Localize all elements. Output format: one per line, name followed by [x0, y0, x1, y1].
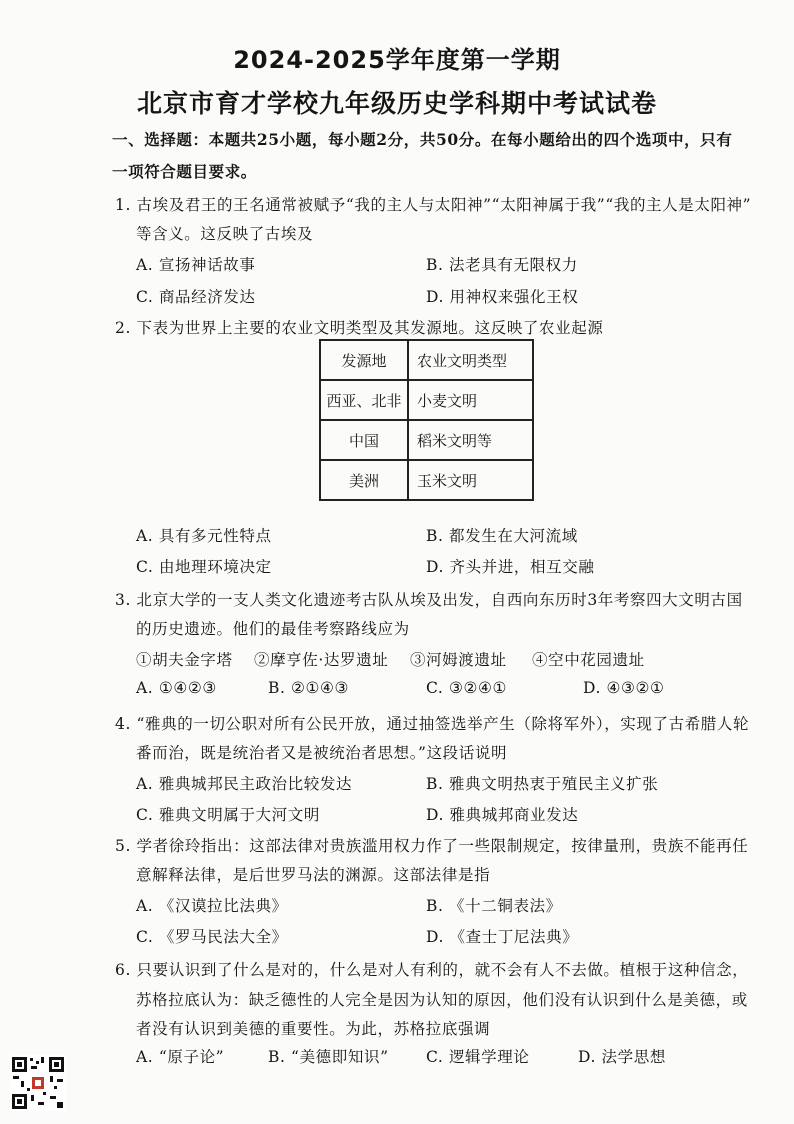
question-1-option-b: B. 法老具有无限权力 — [426, 256, 578, 274]
question-4-stem-line1: 4. “雅典的一切公职对所有公民开放，通过抽签选举产生（除将军外），实现了古希腊人轮 — [115, 715, 750, 733]
question-3-option-b: B. ②①④③ — [268, 679, 350, 697]
qr-code — [10, 1055, 66, 1111]
question-1-option-a: A. 宣扬神话故事 — [136, 256, 256, 274]
exam-school-title: 北京市育才学校九年级历史学科期中考试试卷 — [136, 89, 657, 118]
question-4-option-a: A. 雅典城邦民主政治比较发达 — [136, 775, 353, 793]
table-cell: 稻米文明等 — [408, 420, 533, 460]
question-6-option-b: B. “美德即知识” — [268, 1048, 389, 1066]
question-3-option-d: D. ④③②① — [583, 679, 665, 697]
question-4-option-b: B. 雅典文明热衷于殖民主义扩张 — [426, 775, 659, 793]
table-row — [320, 420, 533, 460]
question-5-option-c: C. 《罗马民法大全》 — [136, 928, 288, 946]
table-cell: 西亚、北非 — [320, 380, 408, 420]
question-1-option-c: C. 商品经济发达 — [136, 288, 256, 306]
question-6-option-a: A. “原子论” — [136, 1048, 225, 1066]
agriculture-origin-table — [319, 339, 534, 501]
question-3-stem-line1: 3. 北京大学的一支人类文化遗迹考古队从埃及出发，自西向东历时3年考察四大文明古国 — [115, 591, 743, 609]
question-6-option-d: D. 法学思想 — [578, 1048, 666, 1066]
question-6-stem-line1: 6. 只要认识到了什么是对的，什么是对人有利的，就不会有人不去做。植根于这种信念， — [115, 961, 749, 979]
question-1-option-d: D. 用神权来强化王权 — [426, 288, 579, 306]
section-instructions-line1: 一、选择题：本题共25小题，每小题2分，共50分。在每小题给出的四个选项中，只有 — [112, 130, 733, 149]
question-3-site-4: ④空中花园遗址 — [532, 651, 645, 669]
question-5-option-d: D. 《查士丁尼法典》 — [426, 928, 579, 946]
question-2-stem: 2. 下表为世界上主要的农业文明类型及其发源地。这反映了农业起源 — [115, 319, 604, 337]
question-4-option-c: C. 雅典文明属于大河文明 — [136, 806, 320, 824]
question-2-option-d: D. 齐头并进，相互交融 — [426, 558, 595, 576]
question-6-option-c: C. 逻辑学理论 — [426, 1048, 530, 1066]
table-row — [320, 460, 533, 500]
table-cell: 美洲 — [320, 460, 408, 500]
table-row — [320, 380, 533, 420]
section-instructions-line2: 一项符合题目要求。 — [112, 162, 257, 181]
question-3-site-1: ①胡夫金字塔 — [136, 651, 233, 669]
question-4-stem-line2: 番而治，既是统治者又是被统治者思想。”这段话说明 — [136, 744, 508, 762]
table-cell: 小麦文明 — [408, 380, 533, 420]
table-header-cell: 发源地 — [320, 340, 408, 380]
question-2-option-b: B. 都发生在大河流域 — [426, 527, 578, 545]
question-5-stem-line1: 5. 学者徐玲指出：这部法律对贵族滥用权力作了一些限制规定，按律量刑，贵族不能再任 — [115, 837, 749, 855]
question-3-site-3: ③河姆渡遗址 — [410, 651, 507, 669]
qr-code-icon — [10, 1055, 66, 1111]
question-6-stem-line3: 者没有认识到美德的重要性。为此，苏格拉底强调 — [136, 1020, 491, 1038]
exam-term-title: 2024-2025学年度第一学期 — [233, 46, 561, 74]
question-2-option-c: C. 由地理环境决定 — [136, 558, 272, 576]
question-3-option-a: A. ①④②③ — [136, 679, 217, 697]
table-cell: 玉米文明 — [408, 460, 533, 500]
question-5-stem-line2: 意解释法律，是后世罗马法的渊源。这部法律是指 — [136, 866, 491, 884]
question-6-stem-line2: 苏格拉底认为：缺乏德性的人完全是因为认知的原因，他们没有认识到什么是美德，或 — [136, 991, 748, 1009]
question-1-stem-line1: 1. 古埃及君王的王名通常被赋予“我的主人与太阳神”“太阳神属于我”“我的主人是太阳神” — [115, 196, 752, 214]
question-5-option-b: B. 《十二铜表法》 — [426, 897, 562, 915]
table-cell: 中国 — [320, 420, 408, 460]
table-header-row — [320, 340, 533, 380]
question-3-option-c: C. ③②④① — [426, 679, 507, 697]
table-header-cell: 农业文明类型 — [408, 340, 533, 380]
question-3-site-2: ②摩亨佐·达罗遗址 — [254, 651, 389, 669]
question-2-option-a: A. 具有多元性特点 — [136, 527, 272, 545]
question-3-stem-line2: 的历史遗迹。他们的最佳考察路线应为 — [136, 620, 410, 638]
question-5-option-a: A. 《汉谟拉比法典》 — [136, 897, 288, 915]
question-1-stem-line2: 等含义。这反映了古埃及 — [136, 225, 314, 243]
question-4-option-d: D. 雅典城邦商业发达 — [426, 806, 579, 824]
